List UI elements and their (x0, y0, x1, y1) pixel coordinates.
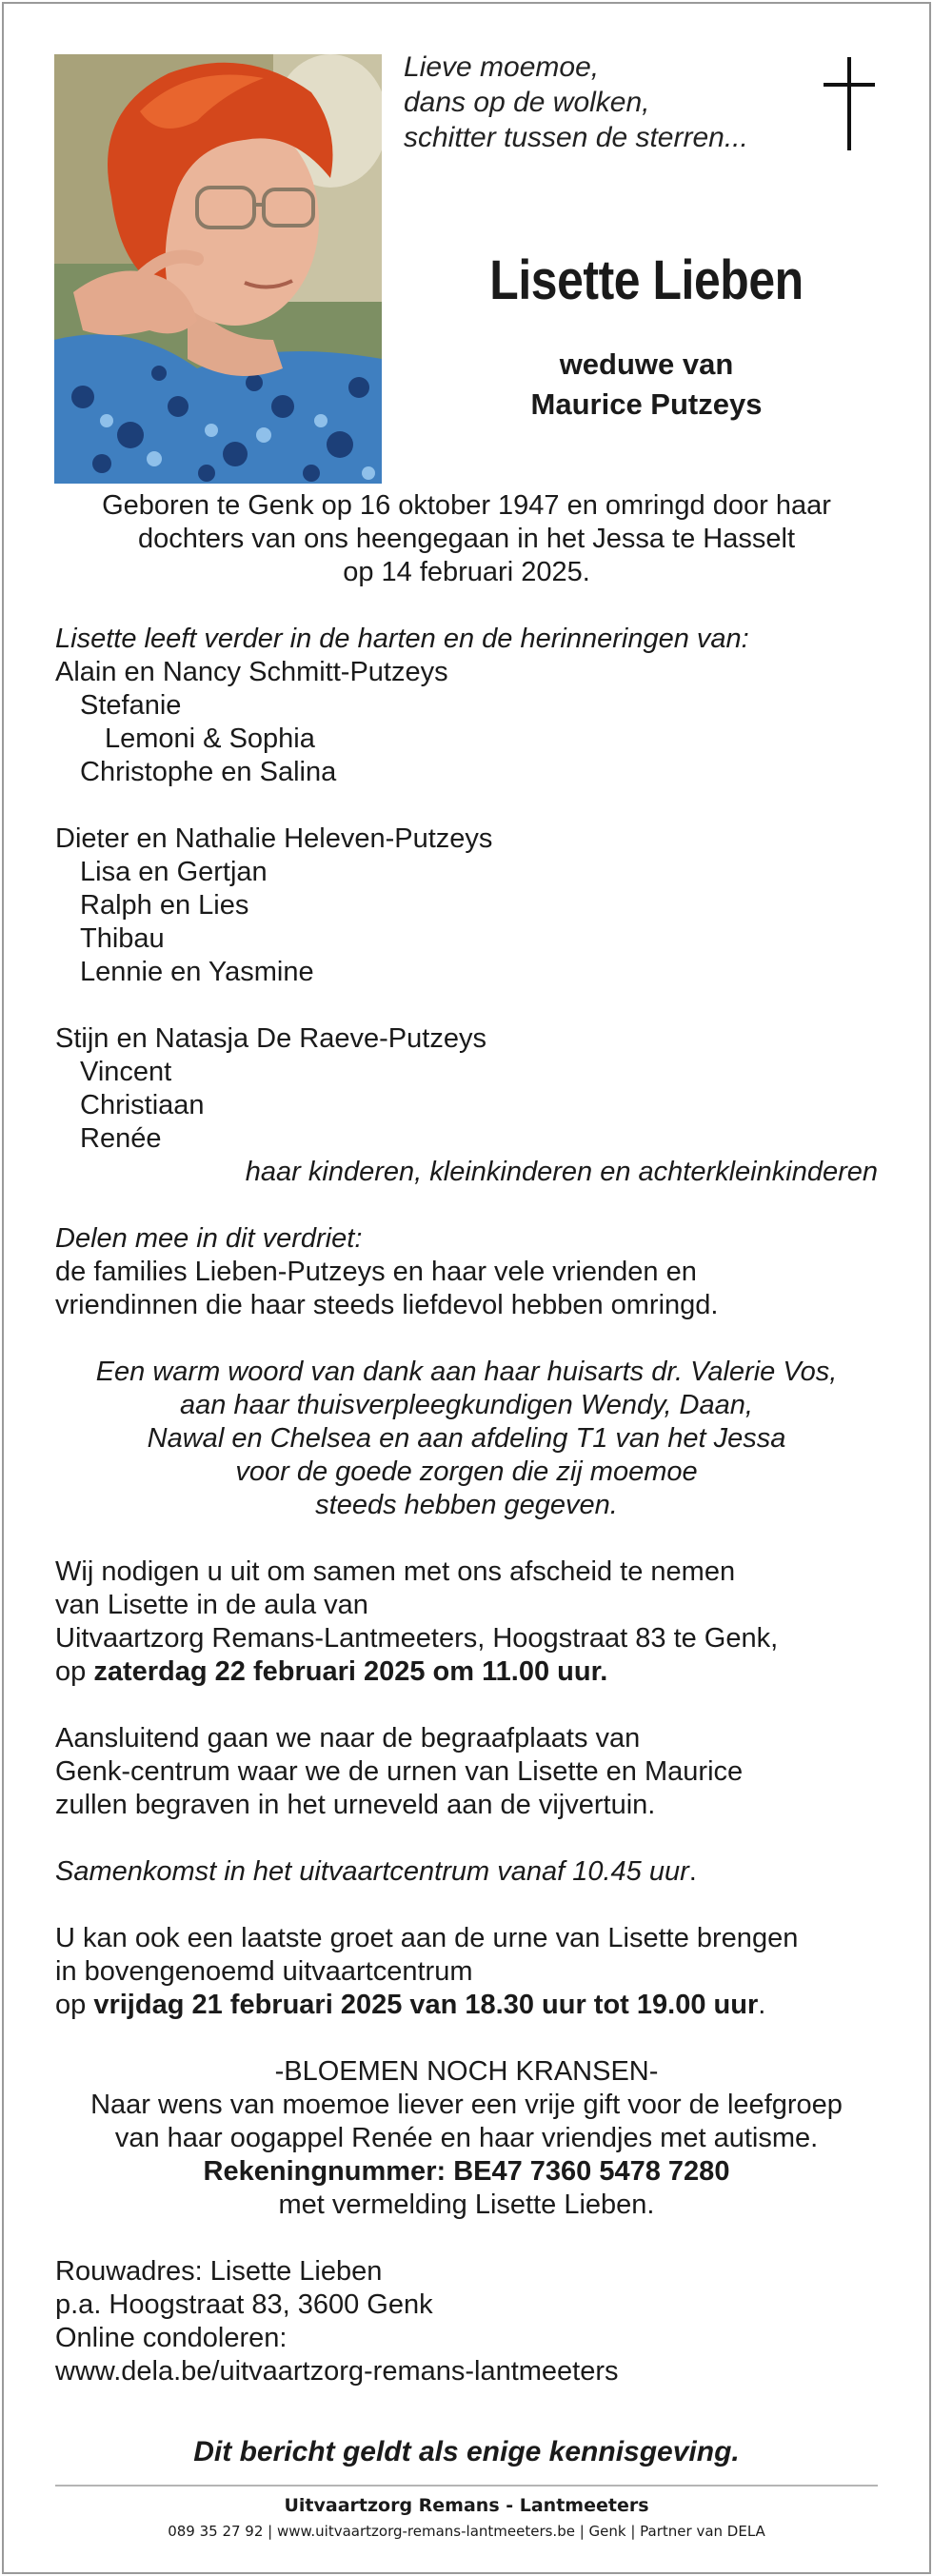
poem-line: schitter tussen de sterren... (404, 122, 748, 153)
flowers-line: Naar wens van moemoe liever een vrije gift voor de leefgroep (90, 2090, 843, 2120)
address-line: Rouwadres: Lisette Lieben (55, 2256, 383, 2287)
ceremony-line: Wij nodigen u uit om samen met ons afscheid te nemen (55, 1556, 736, 1587)
family-member: Christophe en Salina (80, 757, 337, 787)
notice-statement: Dit bericht geldt als enige kennisgeving. (193, 2436, 740, 2467)
visit-line: in bovengenoemd uitvaartcentrum (55, 1956, 473, 1987)
birth-line: dochters van ons heengegaan in het Jessa te Hasselt (137, 524, 795, 554)
sorrow-line: de families Lieben-Putzeys en haar vele vrienden en (55, 1257, 697, 1287)
poem-line: Lieve moemoe, (404, 51, 600, 83)
flowers-heading: -BLOEMEN NOCH KRANSEN- (274, 2056, 659, 2087)
family-head: Dieter en Nathalie Heleven-Putzeys (55, 823, 493, 854)
birth-paragraph (55, 489, 878, 589)
family-closing: haar kinderen, kleinkinderen en achterkleinkinderen (245, 1157, 878, 1187)
footer-title: Uitvaartzorg Remans - Lantmeeters (284, 2495, 649, 2516)
visit-datetime: vrijdag 21 februari 2025 van 18.30 uur tot 19.00 uur (93, 1990, 759, 2020)
spouse-name: Maurice Putzeys (530, 387, 763, 421)
gathering-text: Samenkomst in het uitvaartcentrum vanaf 10.45 uur (55, 1856, 689, 1887)
burial-line: Aansluitend gaan we naar de begraafplaats van (55, 1723, 641, 1754)
widow-label: weduwe van (559, 347, 734, 381)
thanks-line: Nawal en Chelsea en aan afdeling T1 van het Jessa (147, 1423, 786, 1454)
poem (404, 50, 748, 155)
ceremony-date-line (55, 1655, 878, 1689)
family-member: Renée (80, 1123, 162, 1154)
address-line: Online condoleren: (55, 2323, 288, 2353)
poem-line: dans op de wolken, (404, 87, 650, 118)
family-member: Christiaan (80, 1090, 205, 1120)
family-intro: Lisette leeft verder in de harten en de herinneringen van: (55, 624, 749, 654)
family-section (55, 623, 878, 1189)
sorrow-line: vriendinnen die haar steeds liefdevol hebben omringd. (55, 1290, 719, 1320)
ceremony-line: Uitvaartzorg Remans-Lantmeeters, Hoogstraat 83 te Genk, (55, 1623, 779, 1654)
ceremony-datetime: zaterdag 22 februari 2025 om 11.00 uur. (93, 1656, 608, 1687)
burial-section (55, 1722, 878, 1822)
announcement-body (55, 489, 878, 2388)
birth-line: op 14 februari 2025. (343, 557, 590, 587)
cross-icon (821, 57, 878, 152)
flowers-section (55, 2055, 878, 2222)
condolence-url[interactable]: www.dela.be/uitvaartzorg-remans-lantmeeters (55, 2356, 619, 2387)
visit-section (55, 1922, 878, 2022)
flowers-line: met vermelding Lisette Lieben. (278, 2190, 655, 2220)
deceased-name: Lisette Lieben (489, 249, 804, 311)
visit-date-line (55, 1989, 878, 2022)
gathering-line (55, 1855, 878, 1889)
family-member: Vincent (80, 1057, 172, 1087)
family-member: Thibau (80, 923, 165, 954)
burial-line: zullen begraven in het urneveld aan de vijvertuin. (55, 1790, 656, 1820)
family-member: Ralph en Lies (80, 890, 249, 921)
family-member: Stefanie (80, 690, 182, 721)
sorrow-intro: Delen mee in dit verdriet: (55, 1223, 363, 1254)
footer-contact: 089 35 27 92 | www.uitvaartzorg-remans-lantmeeters.be | Genk | Partner van DELA (168, 2523, 765, 2540)
bank-account-number: Rekeningnummer: BE47 7360 5478 7280 (203, 2156, 730, 2187)
thanks-line: steeds hebben gegeven. (315, 1490, 618, 1520)
widow-of (404, 345, 889, 425)
visit-prefix: op (55, 1990, 94, 2020)
family-head: Alain en Nancy Schmitt-Putzeys (55, 657, 448, 687)
footer-divider (55, 2485, 878, 2487)
visit-end: . (758, 1990, 766, 2020)
sorrow-section (55, 1222, 878, 1322)
family-head: Stijn en Natasja De Raeve-Putzeys (55, 1023, 486, 1054)
visit-line: U kan ook een laatste groet aan de urne van Lisette brengen (55, 1923, 799, 1953)
ceremony-prefix: op (55, 1656, 94, 1687)
family-member: Lemoni & Sophia (105, 723, 315, 754)
address-line: p.a. Hoogstraat 83, 3600 Genk (55, 2289, 433, 2320)
flowers-line: van haar oogappel Renée en haar vriendjes met autisme. (114, 2123, 819, 2153)
family-member: Lennie en Yasmine (80, 957, 314, 987)
ceremony-line: van Lisette in de aula van (55, 1590, 368, 1620)
portrait-photo (54, 54, 382, 484)
gathering-end: . (688, 1856, 697, 1887)
thanks-line: voor de goede zorgen die zij moemoe (235, 1456, 698, 1487)
thanks-line: Een warm woord van dank aan haar huisarts dr. Valerie Vos, (95, 1357, 838, 1387)
family-member: Lisa en Gertjan (80, 857, 268, 887)
birth-line: Geboren te Genk op 16 oktober 1947 en omringd door haar (102, 490, 831, 521)
ceremony-section (55, 1556, 878, 1689)
thanks-section (55, 1356, 878, 1522)
address-section (55, 2255, 878, 2388)
thanks-line: aan haar thuisverpleegkundigen Wendy, Daan, (180, 1390, 753, 1420)
burial-line: Genk-centrum waar we de urnen van Lisette en Maurice (55, 1756, 744, 1787)
